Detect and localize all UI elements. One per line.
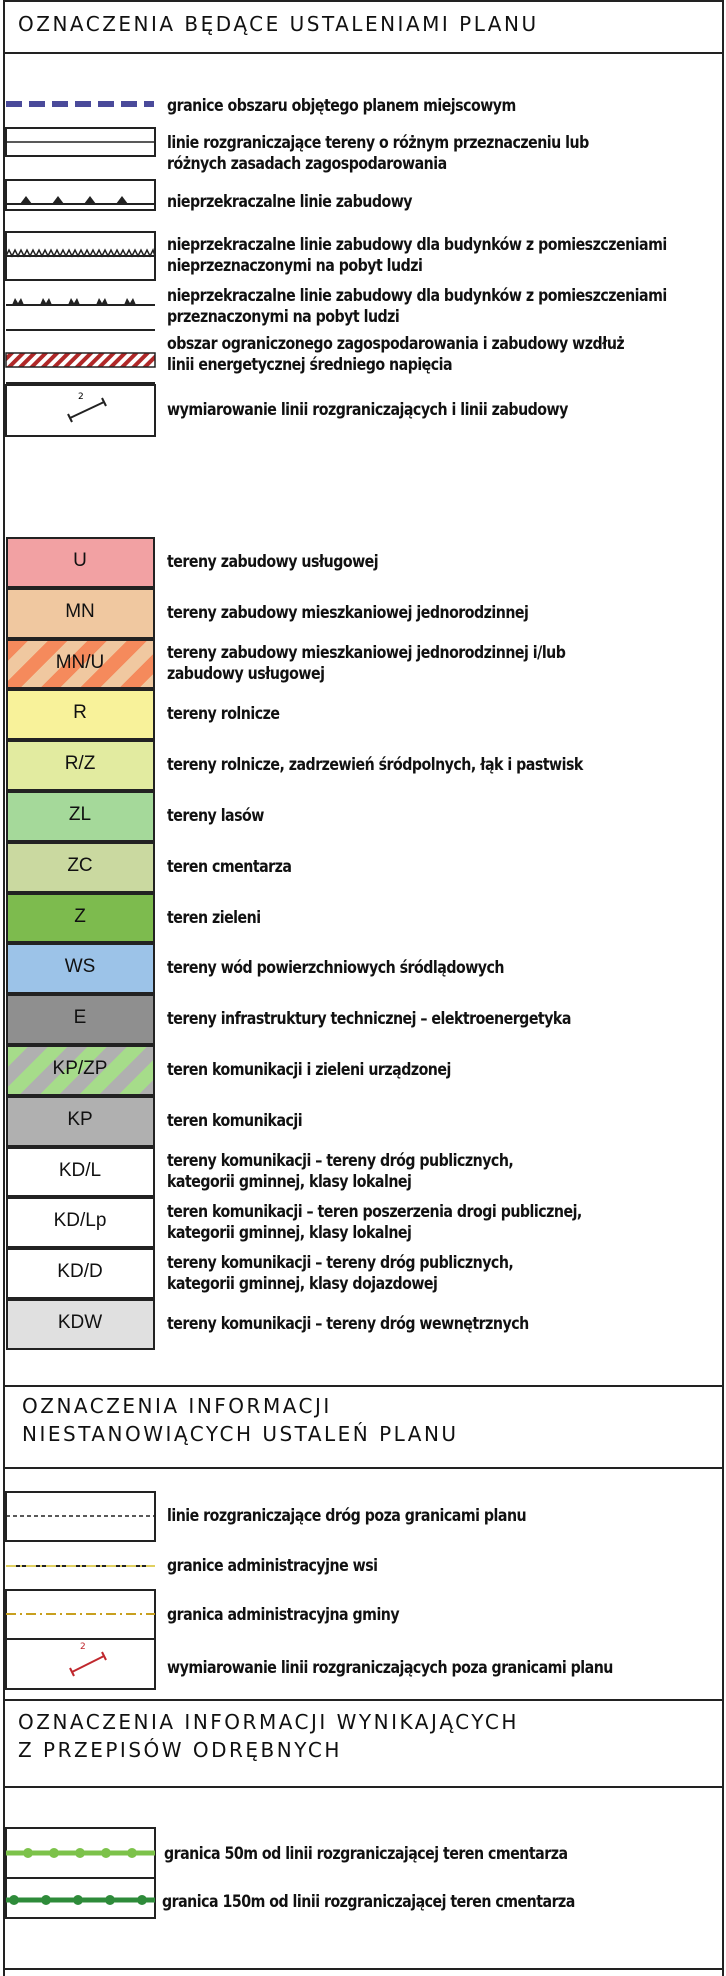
desc-power-line-zone: obszar ograniczonego zagospodarowania i zabudowy wzdłuż linii energetycznej średniego napięcia [167, 334, 625, 374]
commune-boundary-symbol [6, 1590, 155, 1639]
desc-plan-boundary: granice obszaru objętego planem miejscowym [167, 96, 516, 115]
cemetery-50-symbol [6, 1828, 155, 1878]
desc-demarcation: linie rozgraniczające tereny o różnym przeznaczeniu lub różnych zasadach zagospodarowania [167, 133, 589, 173]
desc-building-line: nieprzekraczalne linie zabudowy [167, 192, 413, 211]
desc-cemetery-150: granica 150m od linii rozgraniczającej teren cmentarza [162, 1892, 575, 1911]
zone-code: WS [64, 956, 96, 978]
zone-code: MN/U [55, 651, 105, 673]
zone-code: U [73, 550, 87, 571]
section2-top-divider [3, 1385, 724, 1387]
zone-description: tereny zabudowy mieszkaniowej jednorodzinnej i/lub zabudowy usługowej [167, 643, 566, 683]
zone-description: tereny zabudowy usługowej [167, 551, 379, 571]
building-line-symbol [6, 180, 155, 210]
zone-description: tereny komunikacji – tereny dróg publicznych, kategorii gminnej, klasy lokalnej [167, 1151, 514, 1191]
desc-dimension-outside: wymiarowanie linii rozgraniczających poza granicami planu [167, 1658, 613, 1677]
desc-building-line-residential: nieprzekraczalne linie zabudowy dla budynków z pomieszczeniami przeznaczonymi na pobyt ludzi [167, 286, 667, 326]
zone-code: MN [65, 600, 95, 622]
zone-code: KP [67, 1108, 93, 1130]
section2-bottom-divider [3, 1467, 724, 1469]
desc-commune-boundary: granica administracyjna gminy [167, 1605, 400, 1624]
zone-code: KD/Lp [53, 1210, 107, 1232]
zone-description: tereny zabudowy mieszkaniowej jednorodzinnej [167, 602, 529, 622]
zone-code: KDW [57, 1312, 103, 1333]
zone-description: tereny lasów [167, 805, 264, 825]
zone-description: teren komunikacji i zieleni urządzonej [167, 1059, 451, 1079]
zone-code: ZL [68, 804, 92, 825]
frame-bottom-divider [3, 1968, 724, 1970]
section3-title: OZNACZENIA INFORMACJI WYNIKAJĄCYCH Z PRZEPISÓW ODRĘBNYCH [18, 1710, 519, 1762]
zone-description: tereny rolnicze, zadrzewień śródpolnych, łąk i pastwisk [167, 755, 583, 775]
zone-code: ZC [67, 854, 93, 876]
dimension-outside-number: 2 [80, 1642, 86, 1652]
zone-description: teren komunikacji – teren poszerzenia drogi publicznej, kategorii gminnej, klasy lokalnej [167, 1201, 582, 1242]
building-line-residential-symbol [6, 298, 155, 330]
section2-title: OZNACZENIA INFORMACJI NIESTANOWIĄCYCH USTALEŃ PLANU [22, 1394, 459, 1446]
road-lines-symbol [6, 1492, 155, 1541]
zone-description: teren komunikacji [167, 1110, 303, 1130]
zone-code: KD/D [57, 1261, 103, 1283]
desc-village-boundary: granice administracyjne wsi [167, 1556, 378, 1575]
zone-description: tereny komunikacji – tereny dróg wewnętrznych [167, 1313, 529, 1333]
zone-code: R [73, 702, 87, 724]
dimension-number: 2 [78, 392, 84, 402]
zone-description: tereny komunikacji – tereny dróg publicznych, kategorii gminnej, klasy dojazdowej [167, 1252, 514, 1293]
desc-road-lines: linie rozgraniczające dróg poza granicami planu [167, 1506, 527, 1525]
building-line-non-residential-symbol [6, 232, 155, 280]
power-line-zone-symbol [6, 353, 155, 383]
zone-code: E [73, 1007, 87, 1029]
desc-dimension: wymiarowanie linii rozgraniczających i linii zabudowy [167, 400, 568, 419]
zone-description: tereny wód powierzchniowych śródlądowych [167, 958, 505, 978]
demarcation-symbol [6, 128, 155, 156]
desc-cemetery-50: granica 50m od linii rozgraniczającej teren cmentarza [164, 1844, 568, 1863]
zone-code: KP/ZP [52, 1058, 108, 1079]
cemetery-150-symbol [6, 1878, 155, 1918]
zone-description: teren cmentarza [167, 856, 292, 876]
section3-bottom-divider [3, 1786, 724, 1788]
zone-description: teren zieleni [167, 907, 261, 927]
zone-code: R/Z [64, 753, 96, 775]
zone-code: Z [74, 905, 86, 927]
section1-title: OZNACZENIA BĘDĄCE USTALENIAMI PLANU [18, 12, 539, 36]
zone-description: tereny rolnicze [167, 704, 280, 724]
zone-code: KD/L [58, 1159, 102, 1181]
desc-building-line-non-residential: nieprzekraczalne linie zabudowy dla budynków z pomieszczeniami nieprzeznaczonymi na pobyt ludzi [167, 235, 667, 275]
zone-description: tereny infrastruktury technicznej – elektroenergetyka [167, 1009, 571, 1029]
